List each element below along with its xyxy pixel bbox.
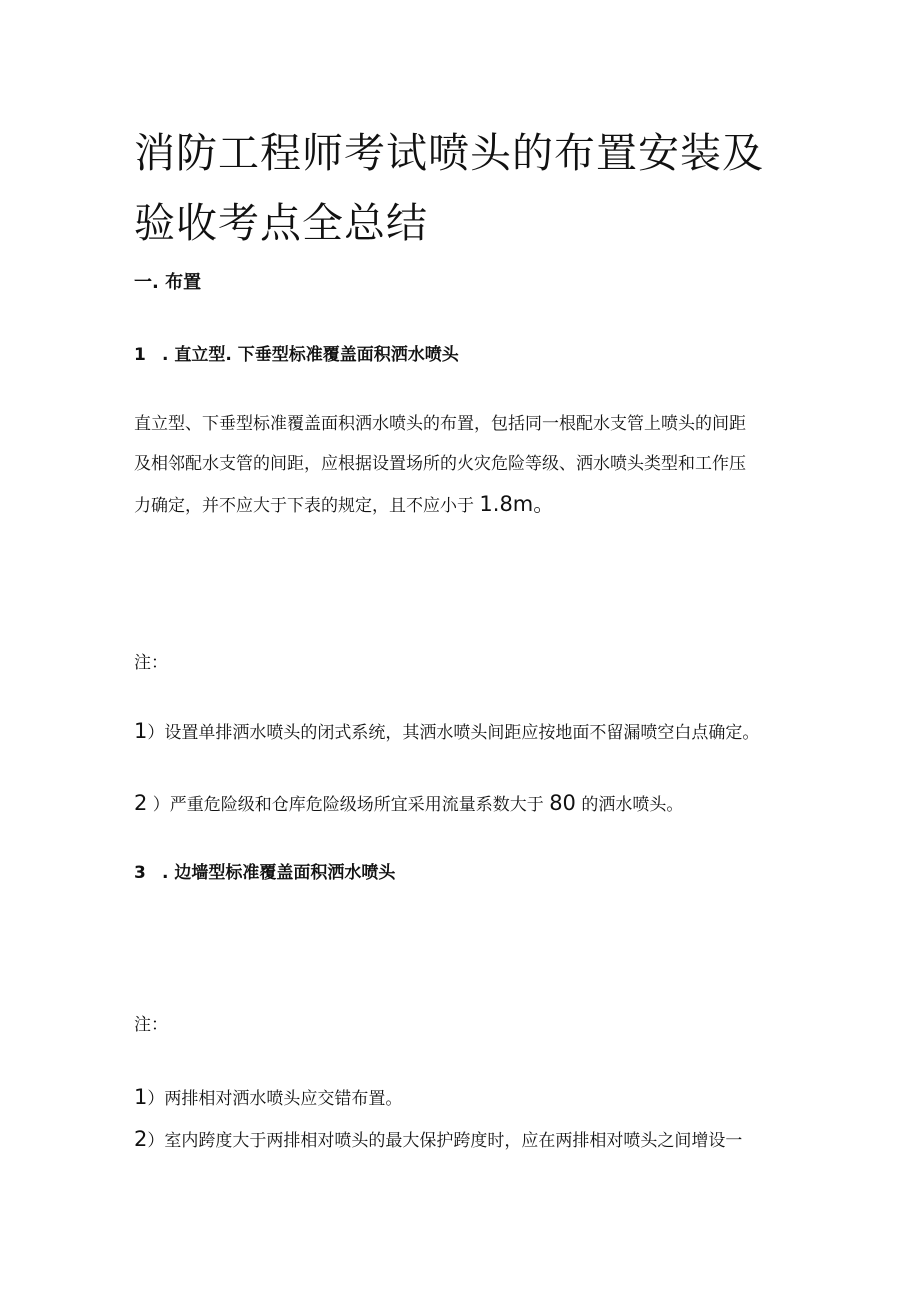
paragraph-spacing-rules — [134, 404, 794, 526]
note-item-2 — [134, 790, 683, 818]
page-title — [134, 118, 814, 258]
section-heading-layout: 一. 布置 — [134, 272, 202, 293]
paragraph-line-3 — [134, 484, 794, 526]
note-item-number: 1 — [134, 1085, 148, 1109]
note-item-number: 2 — [134, 791, 148, 815]
note-item-tail: 的洒水喷头。 — [575, 795, 684, 815]
paragraph-line-2: 及相邻配水支管的间距，应根据设置场所的火灾危险等级、洒水喷头类型和工作压 — [134, 454, 746, 474]
note-item-number: 1 — [134, 719, 148, 743]
note-label-2: 注： — [134, 1015, 168, 1035]
subheading-number: 1 — [134, 345, 146, 365]
subheading-text: . 边墙型标准覆盖面积洒水喷头 — [162, 863, 396, 883]
min-spacing-value: 1.8m。 — [479, 492, 555, 516]
paragraph-line-3-text: 力确定，并不应大于下表的规定，且不应小于 — [134, 496, 474, 516]
title-line-2: 验收考点全总结 — [134, 199, 428, 247]
note-item-1 — [134, 718, 759, 746]
paragraph-line-1: 直立型、下垂型标准覆盖面积洒水喷头的布置，包括同一根配水支管上喷头的间距 — [134, 414, 746, 434]
note-item-text: ）室内跨度大于两排相对喷头的最大保护跨度时，应在两排相对喷头之间增设一 — [147, 1131, 743, 1151]
note2-item-1 — [134, 1084, 402, 1112]
note2-item-2 — [134, 1126, 742, 1154]
note-item-text: ）严重危险级和仓库危险级场所宜采用流量系数大于 — [147, 795, 550, 815]
subheading-upright-pendent-sprinkler — [134, 342, 459, 368]
flow-coefficient-value: 80 — [549, 791, 576, 815]
subheading-sidewall-sprinkler — [134, 860, 395, 886]
subheading-text: . 直立型. 下垂型标准覆盖面积洒水喷头 — [162, 345, 459, 365]
note-item-text: ）两排相对洒水喷头应交错布置。 — [147, 1089, 403, 1109]
note-label: 注： — [134, 653, 168, 673]
subheading-number: 3 — [134, 863, 146, 883]
note-item-number: 2 — [134, 1127, 148, 1151]
note-item-text: ）设置单排洒水喷头的闭式系统，其洒水喷头间距应按地面不留漏喷空白点确定。 — [147, 723, 760, 743]
title-line-1: 消防工程师考试喷头的布置安装及 — [134, 129, 764, 177]
